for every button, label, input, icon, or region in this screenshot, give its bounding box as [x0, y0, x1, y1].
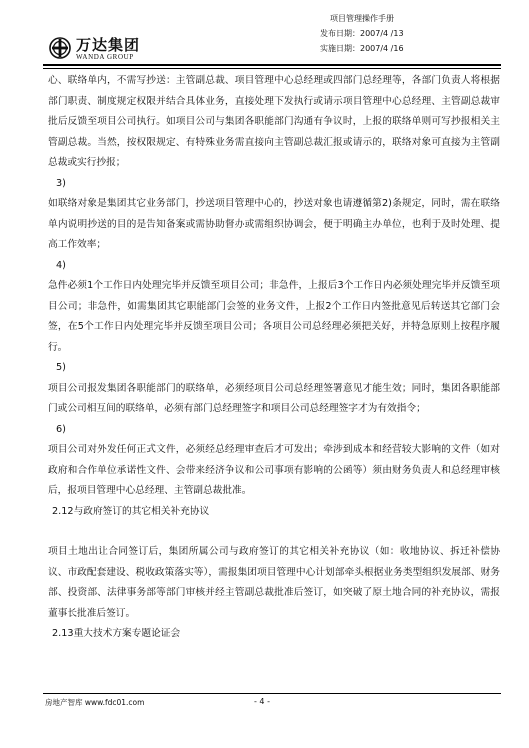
- header-rule-thin: [43, 68, 501, 69]
- section-heading-2-13: 2.13重大技术方案专题论证会: [52, 628, 181, 639]
- footer-rule: [43, 693, 501, 694]
- document-body: [48, 71, 500, 645]
- publish-date: 发布日期：2007/4 /13: [320, 29, 404, 38]
- header-rule-thick: [43, 64, 501, 66]
- effective-date: 实施日期：2007/4 /16: [320, 44, 404, 53]
- paragraph-external-documents: 项目公司对外发任何正式文件，必须经总经理审查后才可发出；牵涉到成本和经营较大影响的文件（如对政府和合作单位承诺性文件、会带来经济争议和公司事项有影响的公函等）须由财务负责人和总经理审核后，报项目管理中心总经理、主管副总裁批准。: [48, 444, 500, 496]
- footer-source: 房地产智库 www.fdc01.com: [45, 698, 145, 707]
- section-heading-2-12: 2.12与政府签订的其它相关补充协议: [52, 505, 210, 517]
- document-title: 项目管理操作手册: [330, 14, 394, 23]
- paragraph-cc-rules: 如联络对象是集团其它业务部门，抄送项目管理中心的，抄送对象也请遵循第2)条规定，同时，需在联络单内说明抄送的目的是告知备案或需协助督办或需组织协调会，便于明确主办单位，也利于及时处理、提高工作效率；: [48, 198, 500, 250]
- page-header: [0, 0, 529, 64]
- paragraph-supplementary-agreements: 项目土地出让合同签订后，集团所属公司与政府签订的其它相关补充协议（如：收地协议、拆迁补偿协议、市政配套建设、税收政策落实等），需报集团项目管理中心计划部牵头根据业务类型组织发展部、财务部、投资部、法律事务部等部门审核并经主管副总裁批准后签订，如突破了原土地合同的补充协议，需报董事长批准后签订。: [48, 546, 500, 619]
- paragraph-signature-rules: 项目公司报发集团各职能部门的联络单，必须经项目公司总经理签署意见才能生效；同时，集团各职能部门或公司相互间的联络单，必须有部门总经理签字和项目公司总经理签字才为有效指令；: [48, 382, 500, 414]
- section-spacer: [48, 522, 500, 542]
- item-number-4: 4): [56, 259, 66, 271]
- item-number-5: 5): [56, 362, 66, 373]
- wanda-logo-icon: [49, 37, 71, 59]
- paragraph-processing-deadlines: 急件必须1个工作日内处理完毕并反馈至项目公司；非急件，上报后3个工作日内必须处理完毕并反馈至项目公司；非急件，如需集团其它职能部门会签的业务文件，上报2个工作日内签批意见后转送其它部门会签，在5个工作日内处理完毕并反馈至项目公司；各项目公司总经理必须把关好，并特急原则上按程序履行。: [48, 280, 500, 353]
- company-logo-english: WANDA GROUP: [76, 53, 134, 61]
- company-logo-text: 万达集团: [76, 36, 141, 54]
- item-number-3: 3): [56, 177, 66, 189]
- item-number-6: 6): [56, 423, 66, 435]
- page-number: - 4 -: [254, 697, 270, 706]
- paragraph-contact-rules: 心、联络单内，不需写抄送：主管副总裁、项目管理中心总经理或四部门总经理等，各部门负责人将根据部门职责、制度规定权限并结合具体业务，直接处理下发执行或请示项目管理中心总经理、主管副总裁审批后反馈至项目公司执行。如项目公司与集团各职能部门沟通有争议时，上报的联络单则可写抄报相关主管副总裁。当然，按权限规定、有特殊业务需直接向主管副总裁汇报或请示的，联络对象可直接为主管副总裁或实行抄报；: [48, 75, 500, 168]
